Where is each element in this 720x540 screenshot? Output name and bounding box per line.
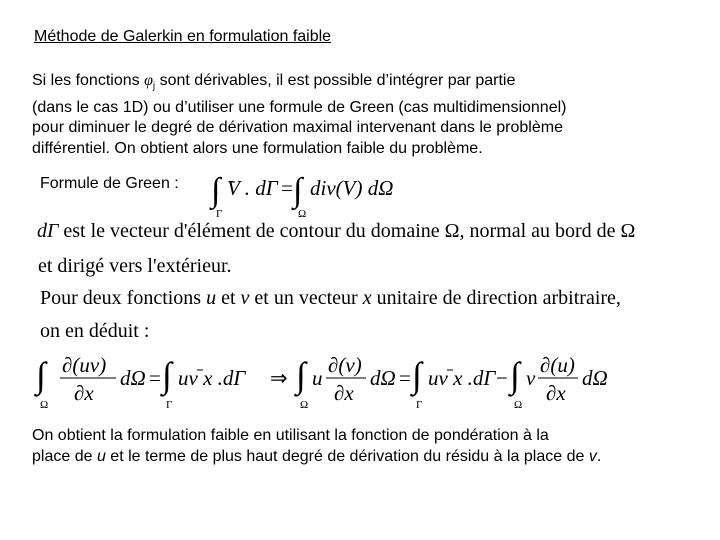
green-equals: =: [281, 176, 293, 200]
intro-text: Si les fonctions: [32, 72, 145, 89]
term4-boundary: uv x .dΓ: [428, 366, 496, 390]
integral-sign: ∫: [296, 355, 306, 395]
integral-sign: ∫: [211, 172, 221, 209]
term2-boundary: uv x .dΓ: [178, 366, 246, 390]
conclusion-line-1: On obtient la formulation faible en utilisant la fonction de pondération à la: [32, 427, 549, 444]
functions-text: Pour deux fonctions: [40, 287, 207, 309]
intro-text: sont dérivables, il est possible d’intégrer par partie: [155, 72, 516, 89]
functions-text: et un vecteur: [249, 287, 363, 309]
green-rhs: div(V) dΩ: [310, 176, 394, 200]
term3-numerator: ∂(v): [328, 353, 362, 377]
contour-text: est le vecteur d'élément de contour du domaine Ω, normal au bord de Ω: [58, 220, 636, 242]
integral-sign: ∫: [36, 355, 46, 395]
domain-gamma: Γ: [166, 399, 173, 411]
term1-denominator: ∂x: [74, 381, 94, 405]
functions-line: [40, 287, 621, 310]
term3-denominator: ∂x: [334, 381, 354, 405]
equals-sign: =: [399, 366, 411, 390]
integral-sign: ∫: [162, 355, 172, 395]
equals-sign: =: [149, 366, 161, 390]
integration-by-parts-equation: [34, 345, 684, 415]
slide-title: Méthode de Galerkin en formulation faible: [34, 28, 332, 45]
domain-gamma: Γ: [416, 399, 423, 411]
deduce-line: on en déduit :: [40, 320, 150, 342]
var-v: v: [240, 287, 250, 309]
phi-subscript: j: [152, 81, 156, 93]
integral-sign: ∫: [293, 172, 303, 209]
term5-numerator: ∂(u): [540, 353, 575, 377]
intro-line-3: pour diminuer le degré de dérivation maximal intervenant dans le problème: [32, 119, 563, 137]
green-lhs: V . dΓ: [227, 176, 278, 200]
term5-measure: dΩ: [582, 366, 608, 390]
conclusion-text: et le terme de plus haut degré de dérivation du résidu à la place de: [105, 447, 589, 465]
var-x: x: [362, 287, 372, 309]
contour-line-1: [37, 220, 635, 243]
integral-sign: ∫: [510, 355, 520, 395]
domain-omega: Ω: [298, 208, 307, 220]
term5-denominator: ∂x: [546, 381, 566, 405]
green-formula: [205, 168, 405, 220]
term3-measure: dΩ: [370, 366, 396, 390]
intro-paragraph: [32, 71, 566, 159]
domain-omega: Ω: [40, 399, 49, 411]
conclusion-paragraph: [32, 426, 601, 467]
functions-text: unitaire de direction arbitraire,: [371, 287, 621, 309]
implies-sign: ⇒: [270, 366, 288, 390]
term1-measure: dΩ: [120, 366, 146, 390]
conclusion-text: place de: [32, 447, 97, 465]
conclusion-text: .: [596, 447, 602, 465]
intro-line-2: (dans le cas 1D) ou d’utiliser une formule de Green (cas multidimensionnel): [32, 98, 567, 116]
d-gamma: dΓ: [37, 220, 59, 242]
domain-omega: Ω: [514, 399, 523, 411]
contour-line-2: et dirigé vers l'extérieur.: [38, 255, 232, 277]
var-u: u: [96, 447, 106, 465]
functions-text: et: [216, 287, 241, 309]
minus-sign: −: [496, 366, 508, 390]
var-u: u: [206, 287, 217, 309]
var-v: v: [588, 447, 597, 465]
phi-symbol: φ: [144, 72, 153, 89]
integral-sign: ∫: [412, 355, 422, 395]
var-v: v: [526, 366, 536, 390]
intro-line-4: différentiel. On obtient alors une formulation faible du problème.: [32, 139, 483, 157]
domain-gamma: Γ: [216, 208, 223, 220]
intro-line-1: [32, 71, 566, 98]
term1-numerator: ∂(uv): [62, 353, 107, 377]
var-u: u: [312, 366, 323, 390]
conclusion-line-2: [32, 447, 601, 468]
domain-omega: Ω: [300, 399, 309, 411]
green-formula-label: Formule de Green :: [40, 175, 179, 192]
